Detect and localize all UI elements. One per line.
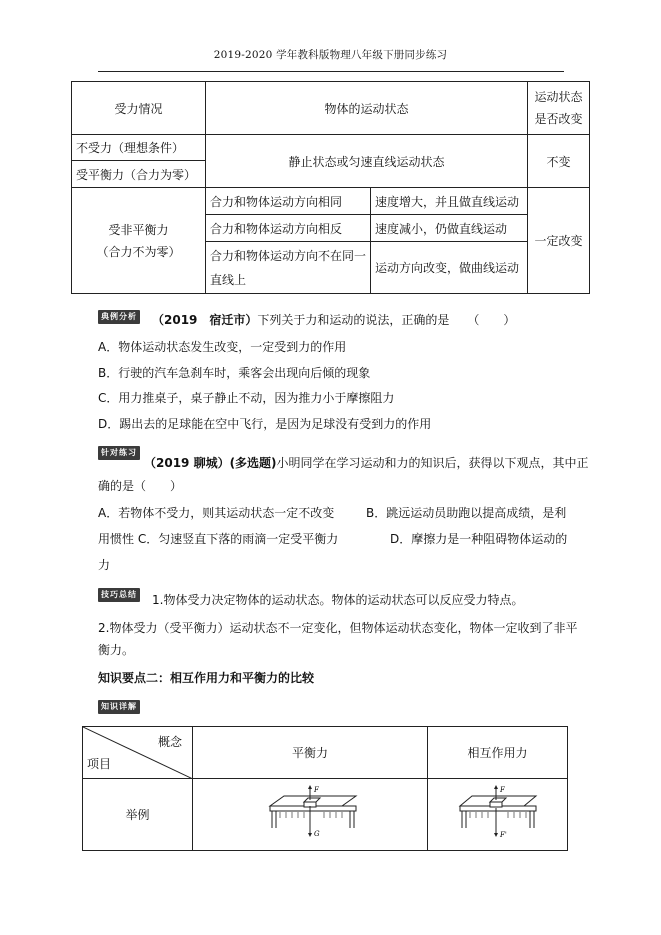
section-title: 知识要点二：相互作用力和平衡力的比较 [98,671,315,685]
balanced-force-figure [250,784,370,842]
cond-opposite-direction: 合力和物体运动方向相反 [206,215,371,242]
header-force: 受力情况 [72,82,206,135]
cond3-line1: 合力和物体运动方向不在同一 [210,248,367,263]
col-interaction-force: 相互作用力 [428,727,568,779]
tag-knowledge: 知识详解 [98,700,140,714]
row-example: 举例 [83,779,193,851]
ex1-stem: 下列关于力和运动的说法，正确的是 （ ） [257,313,516,327]
ex2-option-c: 用惯性 C．匀速竖直下落的雨滴一定受平衡力 [98,532,339,546]
row1-state: 静止状态或匀速直线运动状态 [206,135,528,188]
corner-cell [83,727,193,779]
ex1-option-d: D．踢出去的足球能在空中飞行，是因为足球没有受到力的作用 [98,417,432,431]
ex2-question [144,454,614,472]
header-change-line2: 是否改变 [534,112,583,126]
tag-example-analysis: 典例分析 [98,310,140,324]
header-rule [98,71,564,72]
balanced-force-figure-cell [193,779,428,851]
tag-summary: 技巧总结 [98,588,140,602]
header-state: 物体的运动状态 [206,82,528,135]
cond-not-same-line [206,242,371,294]
header-change-line1: 运动状态 [534,90,583,104]
row-no-force: 不受力（理想条件） [72,135,206,161]
cond-same-direction: 合力和物体运动方向相同 [206,188,371,215]
row2-change: 一定改变 [528,188,590,294]
force-comparison-table [82,726,568,851]
col-balanced-force: 平衡力 [193,727,428,779]
ex1-option-b: B．行驶的汽车急刹车时，乘客会出现向后倾的现象 [98,366,371,380]
summary-point-1: 1.物体受力决定物体的运动状态。物体的运动状态可以反应受力特点。 [152,593,524,607]
result-slow-down: 速度减小，仍做直线运动 [371,215,528,242]
summary-point-2b: 衡力。 [98,643,135,657]
ex2-options-line2 [98,530,568,548]
ex2-option-d: D．摩擦力是一种阻碍物体运动的 [390,532,568,546]
ex1-source: （2019 宿迁市） [152,313,258,327]
row-balanced-force: 受平衡力（合力为零） [72,161,206,188]
unbalanced-line1: 受非平衡力 [108,222,169,237]
corner-item: 项目 [87,757,112,771]
fig1-label-f: F [314,786,319,794]
result-speed-up: 速度增大，并且做直线运动 [371,188,528,215]
unbalanced-line2: （合力不为零） [96,244,181,259]
cond3-line2: 直线上 [210,272,247,287]
ex2-option-a: A．若物体不受力，则其运动状态一定不改变 [98,506,335,520]
row1-change: 不变 [528,135,590,188]
ex2-stem2: 确的是（ ） [98,479,183,493]
result-curve: 运动方向改变，做曲线运动 [371,242,528,294]
row-unbalanced-force [72,188,206,294]
fig1-label-g: G [314,830,320,838]
tag-practice: 针对练习 [98,446,140,460]
summary-point-2a: 2.物体受力（受平衡力）运动状态不一定变化，但物体运动状态变化，物体一定收到了非平 [98,621,578,635]
ex2-options-line3: 力 [98,558,111,572]
fig2-label-f-prime: F' [499,831,507,839]
fig2-label-f: F [499,786,505,794]
motion-state-table [71,81,590,294]
ex2-source: （2019 聊城）(多选题) [144,456,277,470]
ex2-option-b: B．跳远运动员助跑以提高成绩，是利 [366,506,567,520]
page-header: 2019-2020 学年教科版物理八年级下册同步练习 [213,49,448,61]
interaction-force-figure-cell [428,779,568,851]
header-change [528,82,590,135]
ex2-stem: 小明同学在学习运动和力的知识后，获得以下观点，其中正 [276,456,589,470]
ex1-question [152,311,622,329]
corner-concept: 概念 [157,735,182,749]
ex1-option-c: C．用力推桌子，桌子静止不动，因为推力小于摩擦阻力 [98,391,395,405]
ex1-option-a: A．物体运动状态发生改变，一定受到力的作用 [98,340,347,354]
interaction-force-figure [450,784,546,842]
ex2-options-line1 [98,504,568,522]
